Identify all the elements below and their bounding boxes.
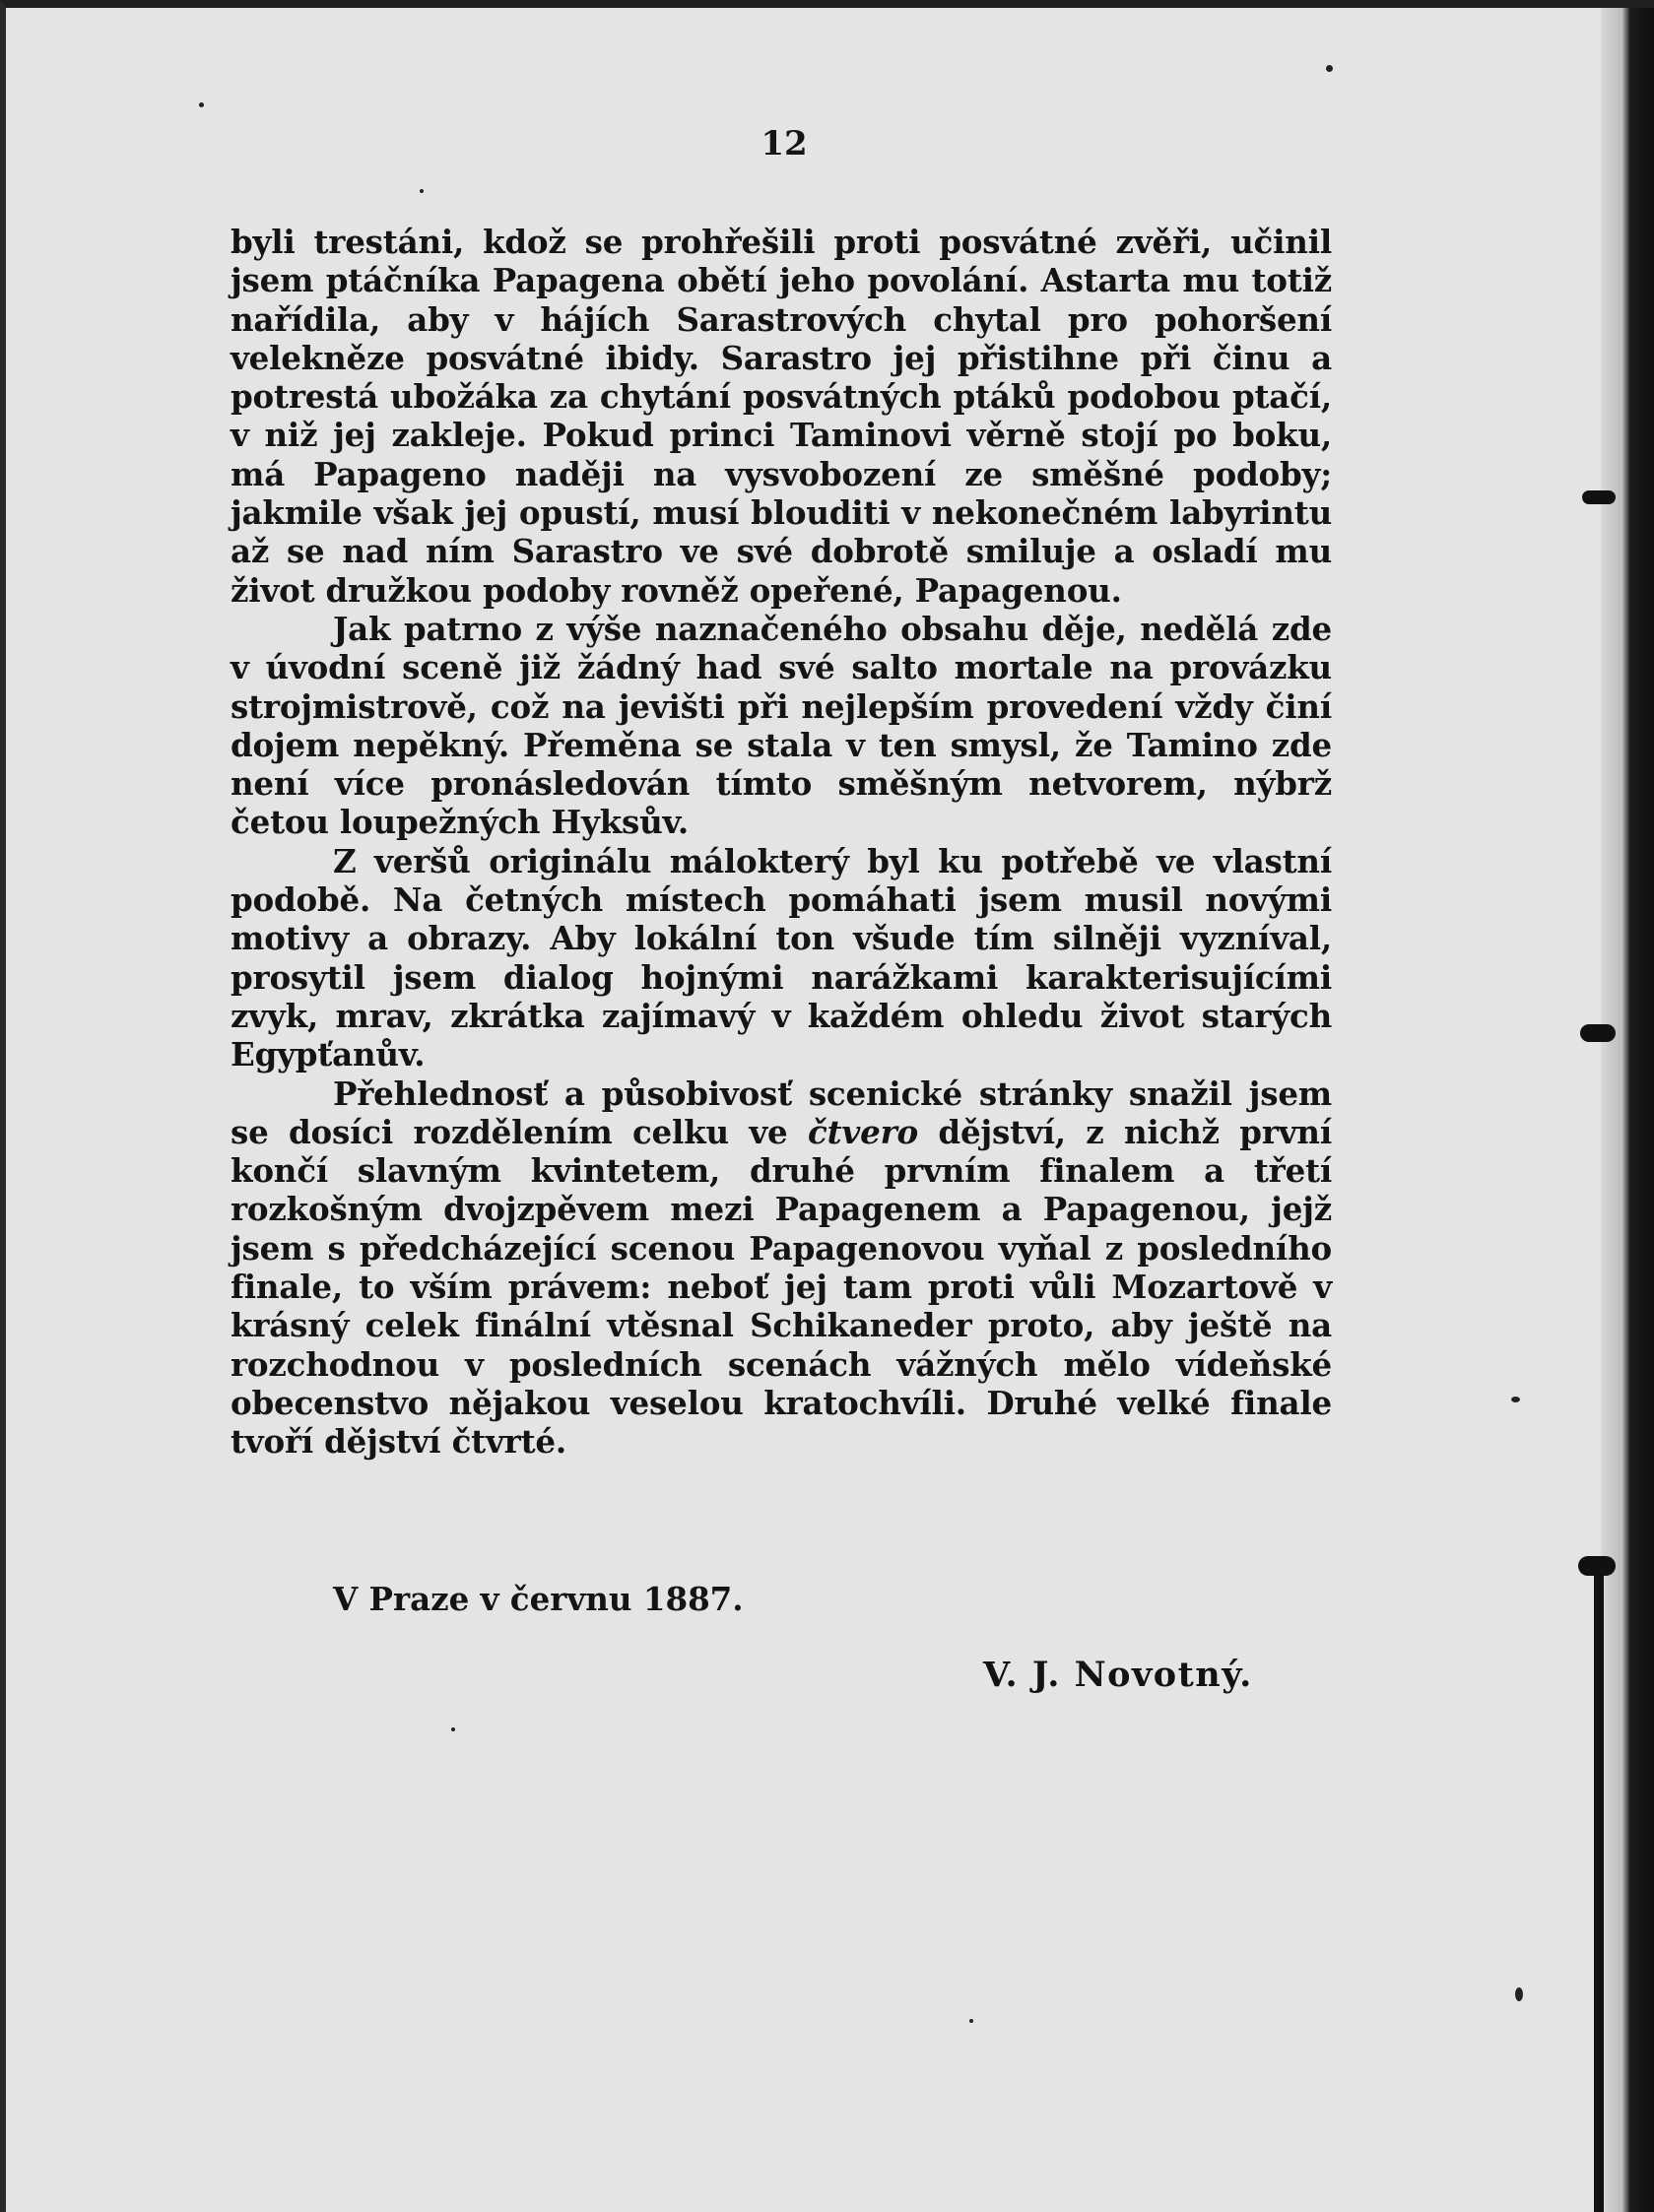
scan-speck	[1326, 65, 1333, 72]
page-edge-shadow	[1601, 8, 1654, 2212]
scan-speck	[199, 102, 204, 107]
scan-speck	[1511, 1397, 1520, 1402]
paragraph-text: Jak patrno z výše naznačeného obsahu děje, nedělá zde v úvodní sceně již žádný had své salto mortale na provázku strojmistrově, což na jevišti při nejlepším provedení vždy činí dojem nepěkný. Přeměna se stala v ten smysl, že Tamino zde není více pronásledován tímto směšným netvorem, nýbrž četou loupežných Hyksův.	[231, 609, 1332, 842]
paragraph-text: Z veršů originálu málokterý byl ku potřebě ve vlastní podobě. Na četných místech pomáhati jsem musil novými motivy a obrazy. Aby lokální ton všude tím silněji vyzníval, prosytil jsem dialog hojnými narážkami karakterisujícími zvyk, mrav, zkrátka zajímavý v každém ohledu život starých Egypťanův.	[231, 841, 1332, 1074]
paragraph-text-continued: dějství, z nichž první končí slavným kvintetem, druhé prvním finalem a třetí rozkošným dvojzpěvem mezi Papagenem a Papagenou, jejž jsem s předcházející scenou Papagenovou vyňal z posledního finale, to vším právem: neboť jej tam proti vůli Mozartově v krásný celek finální vtěsnal Schikaneder proto, aby ještě na rozchodnou v posledních scenách vážných mělo vídeňské obecenstvo nějakou veselou kratochvíli. Druhé velké finale tvoří dějství čtvrté.	[231, 1112, 1333, 1462]
scan-speck	[420, 189, 424, 193]
paragraph-2	[231, 610, 1332, 842]
scan-tab-mark	[1594, 1574, 1604, 2212]
body-text	[231, 223, 1332, 1462]
paragraph-3	[231, 842, 1332, 1074]
paragraph-text: byli trestáni, kdož se prohřešili proti posvátné zvěři, učinil jsem ptáčníka Papagena obětí jeho povolání. Astarta mu totiž nařídila, aby v hájích Sarastrových chytal pro pohoršení velekněze posvátné ibidy. Sarastro jej přistihne při činu a potrestá ubožáka za chytání posvátných ptáků podobou ptačí, v niž jej zakleje. Pokud princi Taminovi věrně stojí po boku, má Papageno naději na vysvobození ze směšné podoby; jakmile však jej opustí, musí blouditi v nekonečném labyrintu až se nad ním Sarastro ve své dobrotě smiluje a osladí mu život družkou podoby rovněž opeřené, Papagenou.	[231, 223, 1332, 610]
paragraph-text: Přehlednosť a působivosť scenické stránky snažil jsem se dosíci rozdělením celku ve	[231, 1073, 1332, 1151]
scan-tab-mark	[1578, 1556, 1616, 1576]
scan-speck	[451, 1727, 455, 1731]
scan-tab-mark	[1580, 1024, 1616, 1042]
scan-speck	[1515, 1987, 1523, 2001]
dateline: V Praze v červnu 1887.	[333, 1580, 744, 1618]
paragraph-1	[231, 223, 1332, 610]
scan-speck	[969, 2019, 973, 2023]
page-number: 12	[761, 124, 808, 163]
author-signature: V. J. Novotný.	[983, 1655, 1253, 1695]
emphasized-word: čtvero	[808, 1112, 918, 1151]
paragraph-4	[231, 1074, 1332, 1462]
scan-tab-mark	[1582, 490, 1616, 504]
